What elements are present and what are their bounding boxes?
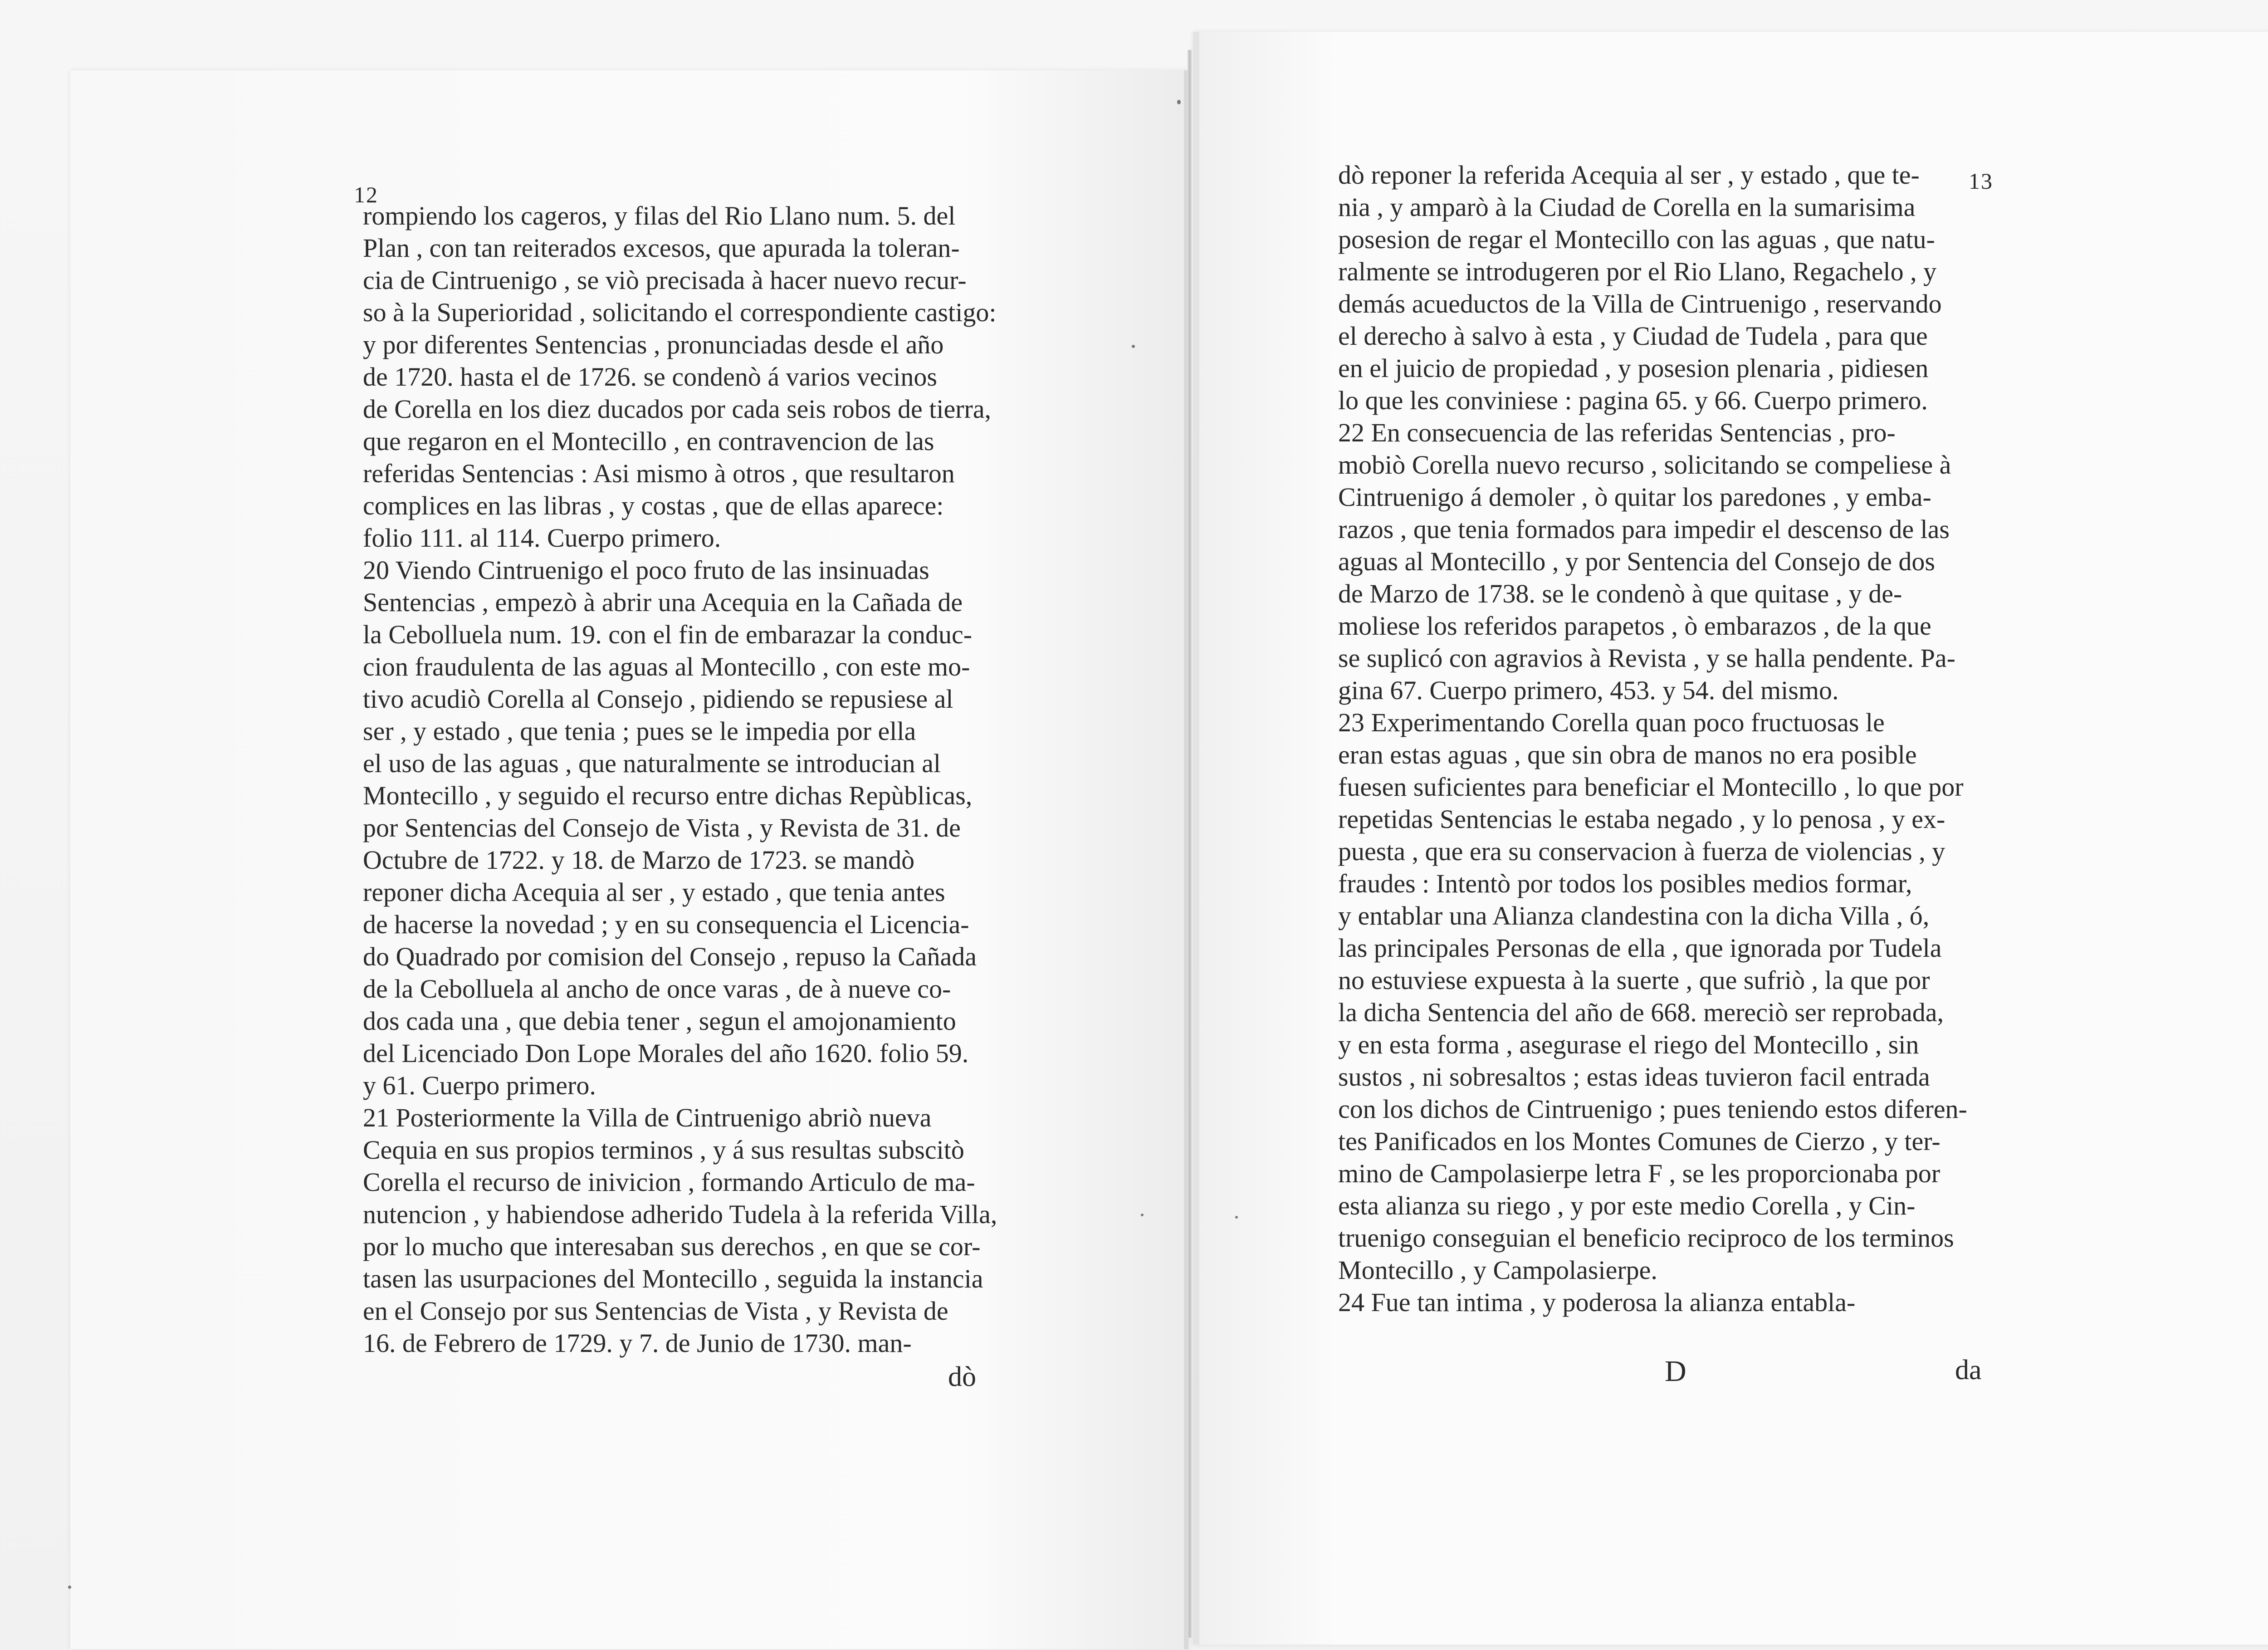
right-catchword: da [1955,1355,1982,1386]
left-line: de la Cebolluela al ancho de once varas , de à nueve co- [363,974,951,1004]
left-line: en el Consejo por sus Sentencias de Vista , y Revista de [363,1296,948,1326]
left-line: rompiendo los cageros, y filas del Rio Llano num. 5. del [363,201,956,230]
right-line: demás acueductos de la Villa de Cintruenigo , reservando [1338,289,1942,318]
right-line: eran estas aguas , que sin obra de manos no era posible [1338,740,1917,769]
right-line: dò reponer la referida Acequia al ser , y estado , que te- [1338,160,1920,190]
right-line: con los dichos de Cintruenigo ; pues teniendo estos diferen- [1338,1094,1967,1124]
paper-speck [1141,1214,1144,1216]
right-line: Cintruenigo á demoler , ò quitar los paredones , y emba- [1338,482,1931,512]
right-line: se suplicó con agravios à Revista , y se halla pendente. Pa- [1338,643,1955,673]
right-line: ralmente se introdugeren por el Rio Llano, Regachelo , y [1338,257,1937,286]
left-line: el uso de las aguas , que naturalmente se introducian al [363,749,941,778]
right-line: gina 67. Cuerpo primero, 453. y 54. del mismo. [1338,676,1839,705]
right-line: moliese los referidos parapetos , ò embarazos , de la que [1338,611,1931,641]
left-line: Octubre de 1722. y 18. de Marzo de 1723. se mandò [363,845,915,875]
left-line: que regaron en el Montecillo , en contravencion de las [363,426,934,456]
left-line: so à la Superioridad , solicitando el correspondiente castigo: [363,298,997,327]
left-line: por lo mucho que interesaban sus derechos , en que se cor- [363,1232,981,1261]
right-line: Montecillo , y Campolasierpe. [1338,1255,1657,1285]
right-line: en el juicio de propiedad , y posesion plenaria , pidiesen [1338,353,1929,383]
left-page-text [363,200,1043,1359]
right-line: el derecho à salvo à esta , y Ciudad de Tudela , para que [1338,321,1928,351]
right-line: lo que les conviniese : pagina 65. y 66. Cuerpo primero. [1338,386,1928,415]
left-line: tasen las usurpaciones del Montecillo , seguida la instancia [363,1264,983,1293]
right-page-number: 13 [1969,168,1993,194]
left-line: por Sentencias del Consejo de Vista , y Revista de 31. de [363,813,961,842]
right-line: posesion de regar el Montecillo con las aguas , que natu- [1338,225,1935,254]
paper-speck [1132,345,1135,348]
right-line: aguas al Montecillo , y por Sentencia del Consejo de dos [1338,547,1935,576]
left-line: ser , y estado , que tenia ; pues se le impedia por ella [363,716,916,746]
left-line: nutencion , y habiendose adherido Tudela à la referida Villa, [363,1200,997,1229]
left-line: de 1720. hasta el de 1726. se condenò á varios vecinos [363,362,937,392]
book-gutter [1188,50,1192,1638]
paper-speck [68,1586,71,1589]
right-line: razos , que tenia formados para impedir el descenso de las [1338,514,1950,544]
left-line: dos cada una , que debia tener , segun el amojonamiento [363,1006,956,1036]
right-line: truenigo conseguian el beneficio reciproco de los terminos [1338,1223,1954,1253]
right-line: y en esta forma , asegurase el riego del Montecillo , sin [1338,1030,1919,1059]
left-page-number: 12 [354,182,378,207]
left-line: complices en las libras , y costas , que de ellas aparece: [363,491,944,520]
right-line: fraudes : Intentò por todos los posibles medios formar, [1338,869,1912,898]
paper-speck [1177,100,1181,104]
left-line: del Licenciado Don Lope Morales del año 1620. folio 59. [363,1038,969,1068]
right-line: las principales Personas de ella , que ignorada por Tudela [1338,933,1942,963]
right-line: nia , y amparò à la Ciudad de Corella en la sumarisima [1338,192,1916,222]
left-line: Corella el recurso de inivicion , formando Articulo de ma- [363,1167,975,1197]
left-line: cion fraudulenta de las aguas al Montecillo , con este mo- [363,652,970,681]
right-line: tes Panificados en los Montes Comunes de Cierzo , y ter- [1338,1126,1941,1156]
left-line: la Cebolluela num. 19. con el fin de embarazar la conduc- [363,620,973,649]
right-line: mino de Campolasierpe letra F , se les proporcionaba por [1338,1159,1941,1188]
right-line: de Marzo de 1738. se le condenò à que quitase , y de- [1338,579,1902,608]
right-line: repetidas Sentencias le estaba negado , y lo penosa , y ex- [1338,804,1945,834]
left-line: Sentencias , empezò à abrir una Acequia en la Cañada de [363,588,963,617]
right-line: fuesen suficientes para beneficiar el Montecillo , lo que por [1338,772,1964,802]
left-line: de Corella en los diez ducados por cada seis robos de tierra, [363,394,992,424]
left-line: 16. de Febrero de 1729. y 7. de Junio de 1730. man- [363,1328,912,1358]
left-line: 21 Posteriormente la Villa de Cintruenigo abriò nueva [363,1103,932,1132]
right-line: mobiò Corella nuevo recurso , solicitando se compeliese à [1338,450,1951,480]
left-line: y por diferentes Sentencias , pronunciadas desde el año [363,330,944,359]
right-line: 23 Experimentando Corella quan poco fructuosas le [1338,708,1885,737]
right-line: 24 Fue tan intima , y poderosa la alianza entabla- [1338,1288,1856,1317]
left-line: folio 111. al 114. Cuerpo primero. [363,523,721,553]
signature-mark: D [1665,1355,1686,1388]
right-line: sustos , ni sobresaltos ; estas ideas tuvieron facil entrada [1338,1062,1930,1092]
left-line: Cequia en sus propios terminos , y á sus resultas subscitò [363,1135,964,1165]
left-line: 20 Viendo Cintruenigo el poco fruto de las insinuadas [363,555,929,585]
left-line: Plan , con tan reiterados excesos, que apurada la toleran- [363,233,960,263]
paper-speck [1235,1216,1238,1219]
right-line: esta alianza su riego , y por este medio Corella , y Cin- [1338,1191,1916,1220]
left-line: y 61. Cuerpo primero. [363,1071,596,1100]
left-line: de hacerse la novedad ; y en su consequencia el Licencia- [363,910,969,939]
right-line: no estuviese expuesta à la suerte , que sufriò , la que por [1338,965,1930,995]
left-line: cia de Cintruenigo , se viò precisada à hacer nuevo recur- [363,265,967,295]
left-line: referidas Sentencias : Asi mismo à otros , que resultaron [363,459,955,488]
left-line: reponer dicha Acequia al ser , y estado , que tenia antes [363,877,945,907]
left-line: do Quadrado por comision del Consejo , repuso la Cañada [363,942,977,971]
right-line: la dicha Sentencia del año de 668. mereciò ser reprobada, [1338,998,1944,1027]
left-line: Montecillo , y seguido el recurso entre dichas Repùblicas, [363,781,973,810]
right-line: y entablar una Alianza clandestina con la dicha Villa , ó, [1338,901,1930,930]
right-line: puesta , que era su conservacion à fuerza de violencias , y [1338,837,1945,866]
left-catchword: dò [948,1361,976,1392]
right-line: 22 En consecuencia de las referidas Sentencias , pro- [1338,418,1896,447]
right-page-text [1338,159,2019,1318]
left-line: tivo acudiò Corella al Consejo , pidiendo se repusiese al [363,684,953,714]
